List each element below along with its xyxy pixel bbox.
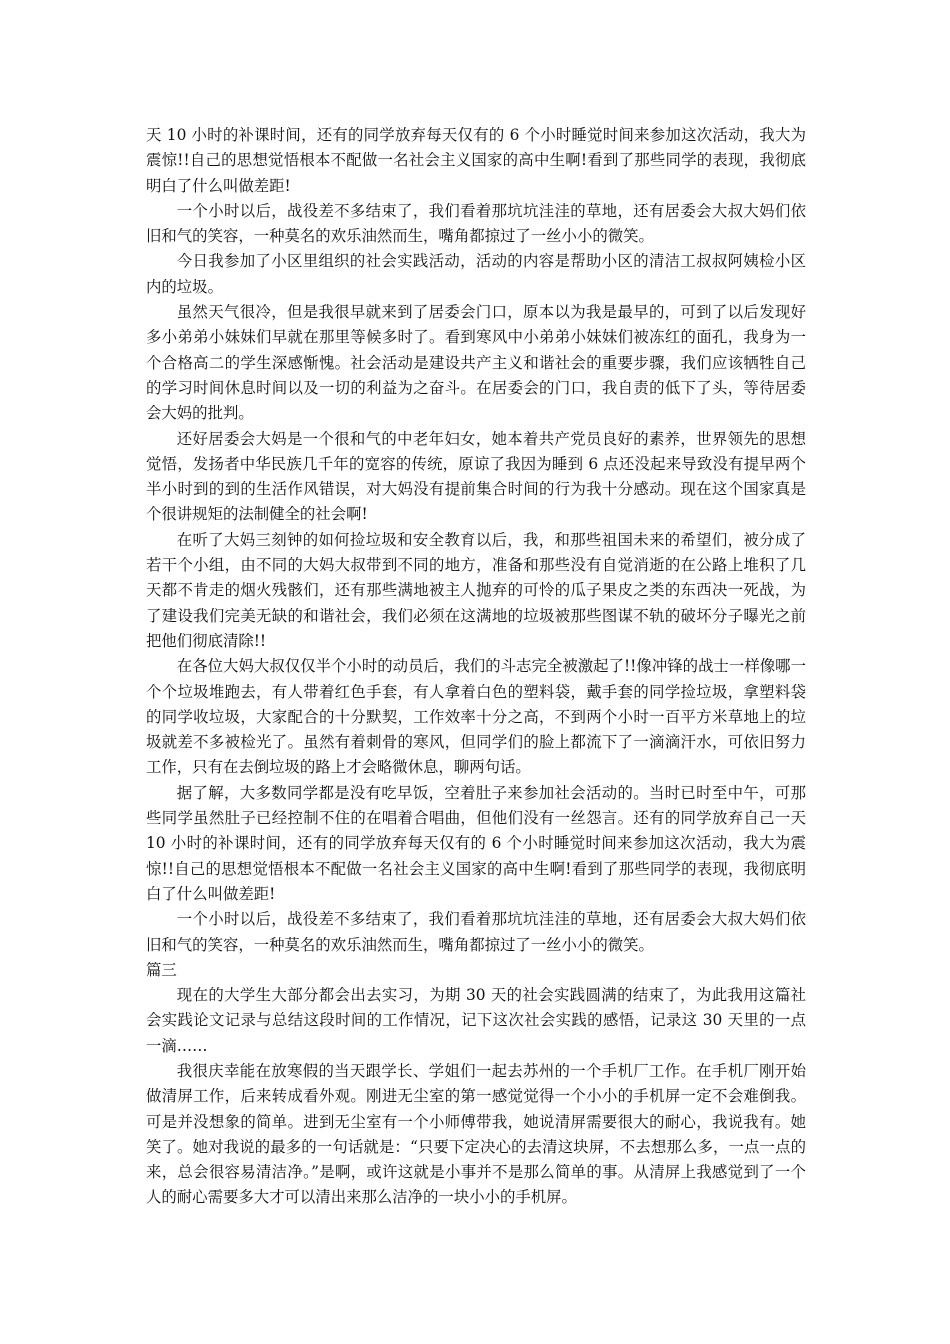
document-page [146, 123, 806, 1211]
paragraph: 今日我参加了小区里组织的社会实践活动，活动的内容是帮助小区的清洁工叔叔阿姨检小区内的垃圾。 [146, 252, 806, 296]
paragraph: 在各位大妈大叔仅仅半个小时的动员后，我们的斗志完全被激起了!!像冲锋的战士一样像哪一个个垃圾堆跑去，有人带着红色手套，有人拿着白色的塑料袋，戴手套的同学捡垃圾，拿塑料袋的同学收垃圾，大家配合的十分默契，工作效率十分之高，不到两个小时一百平方米草地上的垃圾就差不多被检光了。虽然有着刺骨的寒风，但同学们的脸上都流下了一滴滴汗水，可依旧努力工作，只有在去倒垃圾的路上才会略微休息，聊两句话。 [146, 657, 806, 777]
paragraph: 虽然天气很冷，但是我很早就来到了居委会门口，原本以为我是最早的，可到了以后发现好多小弟弟小妹妹们早就在那里等候多时了。看到寒风中小弟弟小妹妹们被冻红的面孔，我身为一个合格高二的学生深感惭愧。社会活动是建设共产主义和谐社会的重要步骤，我们应该牺牲自己的学习时间休息时间以及一切的利益为之奋斗。在居委会的门口，我自责的低下了头，等待居委会大妈的批判。 [146, 303, 806, 423]
paragraph: 据了解，大多数同学都是没有吃早饭，空着肚子来参加社会活动的。当时已时至中午，可那些同学虽然肚子已经控制不住的在唱着合唱曲，但他们没有一丝怨言。还有的同学放弃自己一天 10 小时的补课时间，还有的同学放弃每天仅有的 6 个小时睡觉时间来参加这次活动，我大为震惊!!自己的思想觉悟根本不配做一名社会主义国家的高中生啊!看到了那些同学的表现，我彻底明白了什么叫做差距! [146, 783, 806, 903]
paragraph: 在听了大妈三刻钟的如何捡垃圾和安全教育以后，我，和那些祖国未来的希望们，被分成了若干个小组，由不同的大妈大叔带到不同的地方，准备和那些没有自觉消逝的在公路上堆积了几天都不肯走的烟火残骸们，还有那些满地被主人抛弃的可怜的瓜子果皮之类的东西决一死战，为了建设我们完美无缺的和谐社会，我们必须在这满地的垃圾被那些图谋不轨的破坏分子曝光之前把他们彻底清除!! [146, 530, 806, 650]
paragraph: 还好居委会大妈是一个很和气的中老年妇女，她本着共产党员良好的素养，世界领先的思想觉悟，发扬者中华民族几千年的宽容的传统，原谅了我因为睡到 6 点还没起来导致没有提早两个半小时到的到的生活作风错误，对大妈没有提前集合时间的行为我十分感动。现在这个国家真是个很讲规矩的法制健全的社会啊! [146, 429, 806, 524]
paragraph-continued: 天 10 小时的补课时间，还有的同学放弃每天仅有的 6 个小时睡觉时间来参加这次活动，我大为震惊!!自己的思想觉悟根本不配做一名社会主义国家的高中生啊!看到了那些同学的表现，我彻底明白了什么叫做差距! [146, 126, 806, 195]
section-heading: 篇三 [146, 960, 177, 979]
paragraph: 我很庆幸能在放寒假的当天跟学长、学姐们一起去苏州的一个手机厂工作。在手机厂刚开始做清屏工作，后来转成看外观。刚进无尘室的第一感觉觉得一个小小的手机屏一定不会难倒我。可是并没想象的简单。进到无尘室有一个小师傅带我，她说清屏需要很大的耐心，我说我有。她笑了。她对我说的最多的一句话就是：“只要下定决心的去清这块屏，不去想那么多，一点一点的来，总会很容易清洁净。”是啊，或许这就是小事并不是那么简单的事。从清屏上我感觉到了一个人的耐心需要多大才可以清出来那么洁净的一块小小的手机屏。 [146, 1061, 806, 1207]
paragraph: 一个小时以后，战役差不多结束了，我们看着那坑坑洼洼的草地，还有居委会大叔大妈们依旧和气的笑容，一种莫名的欢乐油然而生，嘴角都掠过了一丝小小的微笑。 [146, 910, 806, 954]
paragraph: 现在的大学生大部分都会出去实习，为期 30 天的社会实践圆满的结束了，为此我用这篇社会实践论文记录与总结这段时间的工作情况，记下这次社会实践的感悟，记录这 30 天里的一点一滴…… [146, 986, 806, 1055]
paragraph: 一个小时以后，战役差不多结束了，我们看着那坑坑洼洼的草地，还有居委会大叔大妈们依旧和气的笑容，一种莫名的欢乐油然而生，嘴角都掠过了一丝小小的微笑。 [146, 201, 806, 246]
